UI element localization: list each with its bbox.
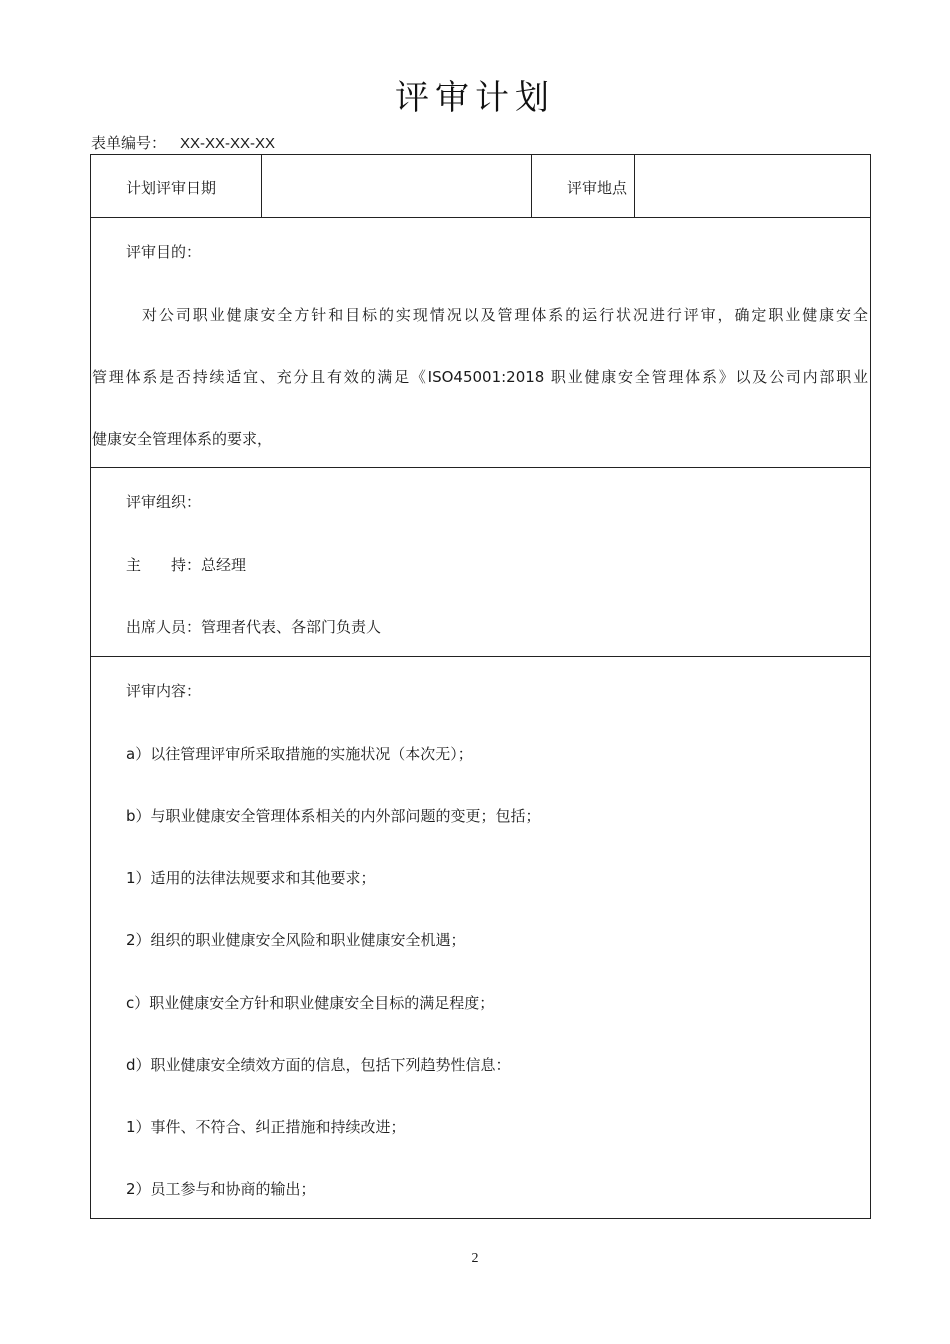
purpose-line: 管理体系是否持续适宜、充分且有效的满足《ISO45001:2018 职业健康安全管理体系》以及公司内部职业 — [92, 368, 868, 386]
attendees-label: 出席人员： — [126, 618, 202, 636]
document-title: 评审计划 — [395, 78, 555, 118]
content-item: 1）事件、不符合、纠正措施和持续改进； — [126, 1118, 406, 1136]
purpose-section — [91, 218, 870, 467]
content-item: 1）适用的法律法规要求和其他要求； — [126, 869, 376, 887]
organization-heading: 评审组织： — [126, 493, 202, 511]
host-label: 主 持： — [126, 556, 202, 574]
purpose-heading: 评审目的： — [126, 243, 202, 261]
column-divider — [531, 155, 532, 217]
header-row — [91, 155, 870, 217]
content-section — [91, 657, 870, 1218]
column-divider — [634, 155, 635, 217]
location-label: 评审地点 — [567, 179, 628, 197]
form-number-value: XX-XX-XX-XX — [180, 135, 276, 152]
column-divider — [261, 155, 262, 217]
content-item: c）职业健康安全方针和职业健康安全目标的满足程度； — [126, 994, 495, 1012]
content-item: 2）组织的职业健康安全风险和职业健康安全机遇； — [126, 931, 466, 949]
attendees-value: 管理者代表、各部门负责人 — [201, 618, 382, 636]
content-item: d）职业健康安全绩效方面的信息，包括下列趋势性信息： — [126, 1056, 511, 1074]
content-item: a）以往管理评审所采取措施的实施状况（本次无）； — [126, 745, 473, 763]
host-value: 总经理 — [201, 556, 247, 574]
content-heading: 评审内容： — [126, 682, 202, 700]
attendees-line — [126, 616, 381, 637]
organization-section — [91, 468, 870, 656]
purpose-line: 健康安全管理体系的要求， — [92, 430, 273, 448]
page-number: 2 — [471, 1251, 479, 1266]
content-item: 2）员工参与和协商的输出； — [126, 1180, 316, 1198]
form-number-label: 表单编号： — [91, 134, 167, 152]
purpose-line: 对公司职业健康安全方针和目标的实现情况以及管理体系的运行状况进行评审，确定职业健康安全 — [142, 306, 868, 324]
review-plan-table — [90, 154, 871, 1219]
planned-date-label: 计划评审日期 — [126, 179, 217, 197]
form-number — [91, 132, 275, 153]
host-line — [126, 554, 246, 575]
content-item: b）与职业健康安全管理体系相关的内外部问题的变更；包括； — [126, 807, 541, 825]
